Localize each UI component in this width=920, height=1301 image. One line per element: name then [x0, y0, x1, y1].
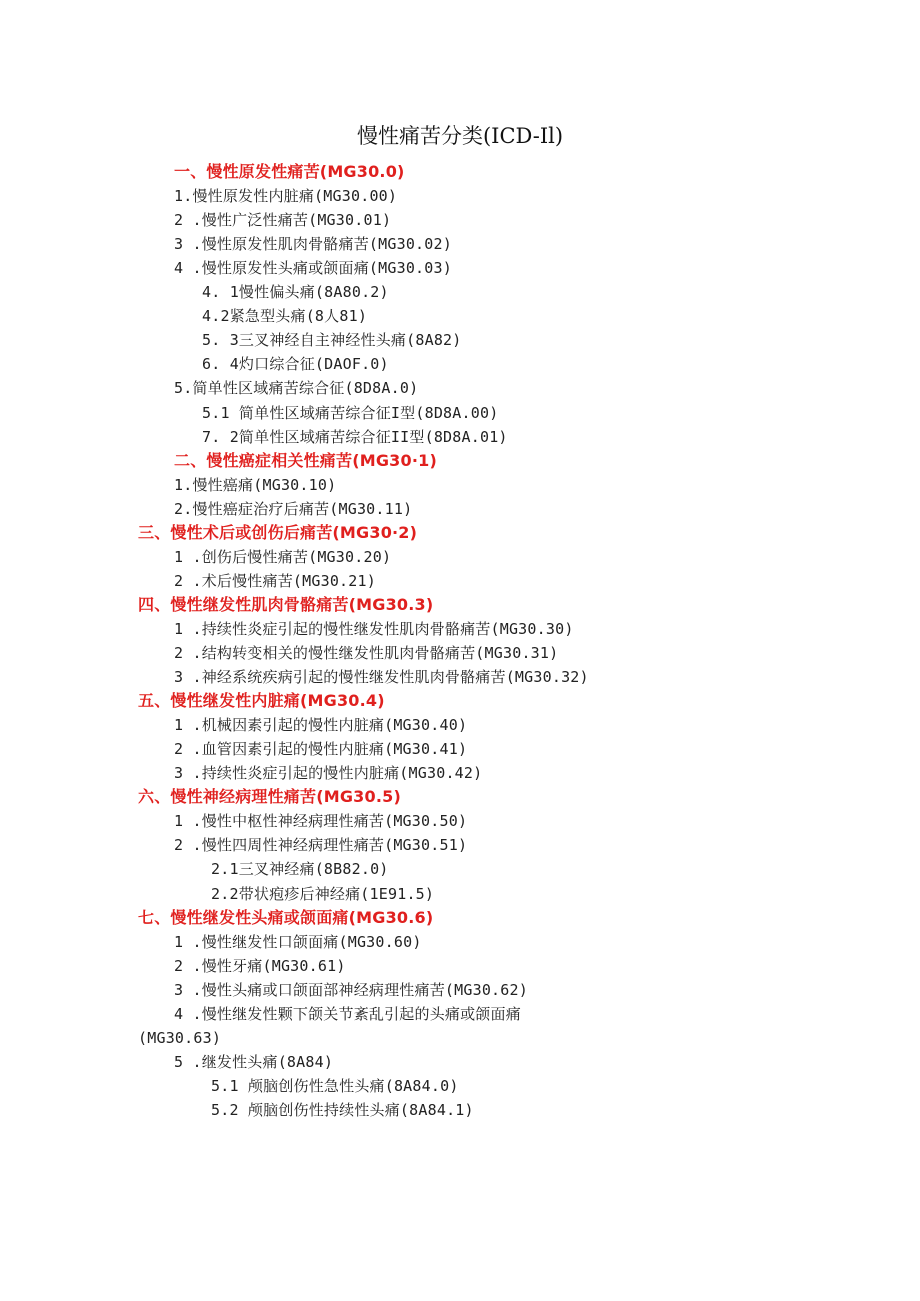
- list-item: 1 .创伤后慢性痛苦(MG30.20): [174, 547, 392, 566]
- list-item: 1 .慢性继发性口颌面痛(MG30.60): [174, 932, 422, 951]
- list-item: 1 .持续性炎症引起的慢性继发性肌肉骨骼痛苦(MG30.30): [174, 619, 574, 638]
- list-item: 2.2带状疱疹后神经痛(1E91.5): [211, 884, 435, 903]
- list-item: 4 .慢性原发性头痛或颌面痛(MG30.03): [174, 259, 452, 278]
- section-heading: 七、慢性继发性头痛或颌面痛(MG30.6): [138, 907, 434, 927]
- list-item: 4 .慢性继发性颗下颌关节紊乱引起的头痛或颌面痛: [174, 1004, 521, 1023]
- list-item: 1 .机械因素引起的慢性内脏痛(MG30.40): [174, 716, 468, 735]
- list-item: 1.慢性原发性内脏痛(MG30.00): [174, 187, 398, 206]
- list-item: 6. 4灼口综合征(DAOF.0): [202, 355, 389, 374]
- list-item: 2 .血管因素引起的慢性内脏痛(MG30.41): [174, 740, 468, 759]
- list-item: 5.简单性区域痛苦综合征(8D8A.0): [174, 379, 419, 398]
- list-item: 5.1 颅脑创伤性急性头痛(8A84.0): [211, 1076, 459, 1095]
- section-heading: 四、慢性继发性肌肉骨骼痛苦(MG30.3): [138, 594, 434, 614]
- list-item: 3 .慢性头痛或口颌面部神经病理性痛苦(MG30.62): [174, 980, 528, 999]
- section-heading: 三、慢性术后或创伤后痛苦(MG30·2): [138, 522, 418, 542]
- section-heading: 五、慢性继发性内脏痛(MG30.4): [138, 691, 385, 711]
- list-item: 2.1三叉神经痛(8B82.0): [211, 860, 389, 879]
- list-item: 5. 3三叉神经自主神经性头痛(8A82): [202, 331, 462, 350]
- list-item: 1.慢性癌痛(MG30.10): [174, 475, 337, 494]
- section-heading: 一、慢性原发性痛苦(MG30.0): [174, 162, 405, 181]
- list-item: 2 .慢性广泛性痛苦(MG30.01): [174, 211, 392, 230]
- list-item: 2.慢性癌症治疗后痛苦(MG30.11): [174, 499, 413, 518]
- list-item: 7. 2简单性区域痛苦综合征II型(8D8A.01): [202, 427, 508, 446]
- list-item: 3 .持续性炎症引起的慢性内脏痛(MG30.42): [174, 764, 483, 783]
- list-item: 2 .慢性牙痛(MG30.61): [174, 956, 346, 975]
- list-item: 2 .结构转变相关的慢性继发性肌肉骨骼痛苦(MG30.31): [174, 644, 559, 662]
- list-item: 4. 1慢性偏头痛(8A80.2): [202, 283, 389, 302]
- list-item: 3 .神经系统疾病引起的慢性继发性肌肉骨骼痛苦(MG30.32): [174, 668, 589, 687]
- list-item: 1 .慢性中枢性神经病理性痛苦(MG30.50): [174, 812, 468, 831]
- section-heading: 六、慢性神经病理性痛苦(MG30.5): [138, 787, 401, 807]
- list-item: 5.1 简单性区域痛苦综合征I型(8D8A.00): [202, 403, 499, 422]
- list-item: 5.2 颅脑创伤性持续性头痛(8A84.1): [211, 1100, 474, 1119]
- list-item: (MG30.63): [138, 1028, 222, 1047]
- list-item: 4.2紧急型头痛(8人81): [202, 307, 368, 326]
- list-item: 2 .慢性四周性神经病理性痛苦(MG30.51): [174, 836, 468, 855]
- section-heading: 二、慢性癌症相关性痛苦(MG30·1): [174, 450, 437, 470]
- list-item: 2 .术后慢性痛苦(MG30.21): [174, 571, 376, 590]
- document-title: 慢性痛苦分类(ICD-Il): [356, 124, 564, 148]
- list-item: 5 .继发性头痛(8A84): [174, 1052, 334, 1071]
- list-item: 3 .慢性原发性肌肉骨骼痛苦(MG30.02): [174, 235, 452, 254]
